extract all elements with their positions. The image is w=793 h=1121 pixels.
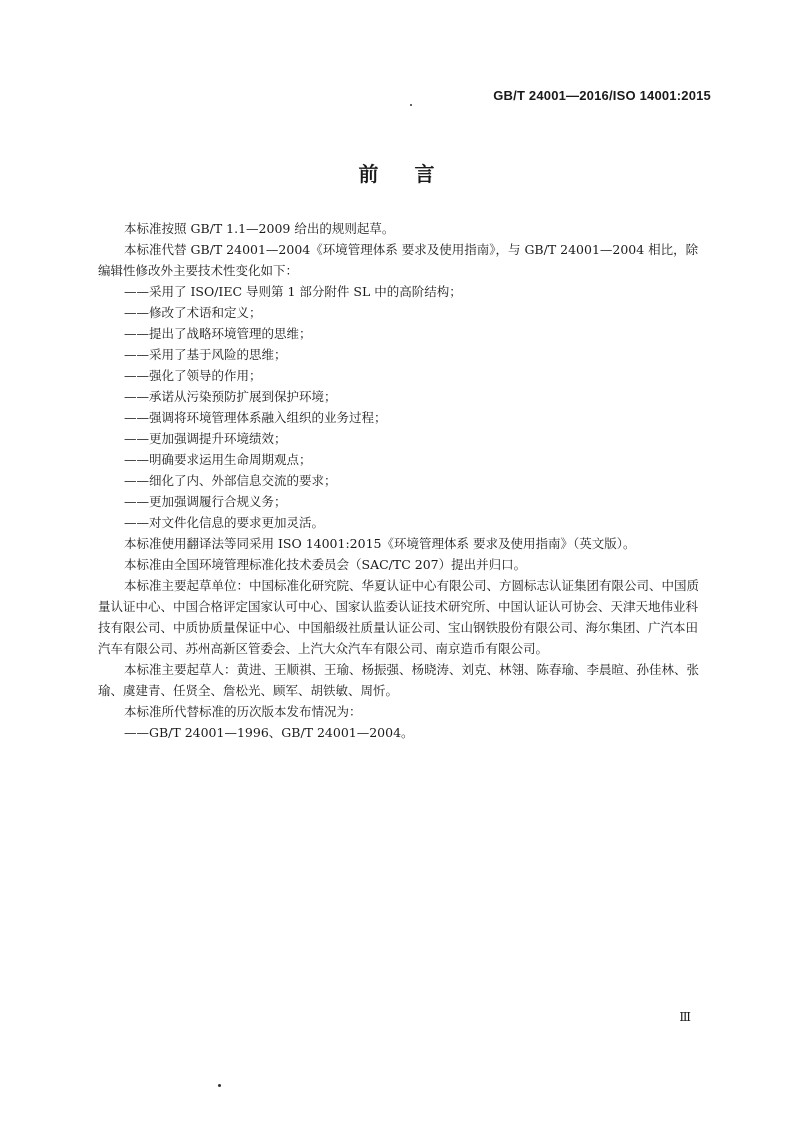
standard-number-header: GB/T 24001—2016/ISO 14001:2015 bbox=[493, 88, 711, 103]
change-item: ——提出了战略环境管理的思维； bbox=[124, 326, 312, 341]
paragraph-drafters: 本标准主要起草人：黄进、王顺祺、王瑜、杨振强、杨晓涛、刘克、林翎、陈春瑜、李晨暄、孙佳林、张瑜、虞建青、任贤全、詹松光、顾军、胡铁敏、周忻。 bbox=[98, 662, 700, 698]
foreword-body bbox=[98, 218, 708, 743]
change-item: ——承诺从污染预防扩展到保护环境； bbox=[124, 389, 337, 404]
change-item: ——更加强调提升环境绩效； bbox=[124, 431, 287, 446]
paragraph-replacement: 本标准代替 GB/T 24001—2004《环境管理体系 要求及使用指南》，与 GB/T 24001—2004 相比，除编辑性修改外主要技术性变化如下： bbox=[98, 242, 699, 278]
change-item: ——强调将环境管理体系融入组织的业务过程； bbox=[124, 410, 387, 425]
change-item: ——强化了领导的作用； bbox=[124, 368, 262, 383]
change-item: ——采用了基于风险的思维； bbox=[124, 347, 287, 362]
change-item: ——修改了术语和定义； bbox=[124, 305, 262, 320]
scan-speck bbox=[410, 104, 412, 106]
paragraph-adoption: 本标准使用翻译法等同采用 ISO 14001:2015《环境管理体系 要求及使用指南》（英文版）。 bbox=[124, 536, 636, 551]
change-item: ——对文件化信息的要求更加灵活。 bbox=[124, 515, 325, 530]
page-number: Ⅲ bbox=[679, 1010, 691, 1024]
scan-speck bbox=[218, 1084, 221, 1087]
change-item: ——明确要求运用生命周期观点； bbox=[124, 452, 312, 467]
paragraph-proposer: 本标准由全国环境管理标准化技术委员会（SAC/TC 207）提出并归口。 bbox=[124, 557, 527, 572]
change-item: ——细化了内、外部信息交流的要求； bbox=[124, 473, 337, 488]
change-item: ——采用了 ISO/IEC 导则第 1 部分附件 SL 中的高阶结构； bbox=[124, 284, 462, 299]
paragraph-history-intro: 本标准所代替标准的历次版本发布情况为： bbox=[124, 704, 362, 719]
paragraph-drafting-rules: 本标准按照 GB/T 1.1—2009 给出的规则起草。 bbox=[124, 221, 395, 236]
page-title: 前言 bbox=[358, 162, 471, 186]
paragraph-drafting-organizations: 本标准主要起草单位：中国标准化研究院、华夏认证中心有限公司、方圆标志认证集团有限公司、中国质量认证中心、中国合格评定国家认可中心、国家认监委认证技术研究所、中国认证认可协会、天津天地伟业科技有限公司、中质协质量保证中心、中国船级社质量认证公司、宝山钢铁股份有限公司、海尔集团、广汽本田汽车有限公司、苏州高新区管委会、上汽大众汽车有限公司、南京造币有限公司。 bbox=[98, 578, 700, 656]
change-item: ——更加强调履行合规义务； bbox=[124, 494, 287, 509]
history-item: ——GB/T 24001—1996、GB/T 24001—2004。 bbox=[124, 725, 414, 740]
